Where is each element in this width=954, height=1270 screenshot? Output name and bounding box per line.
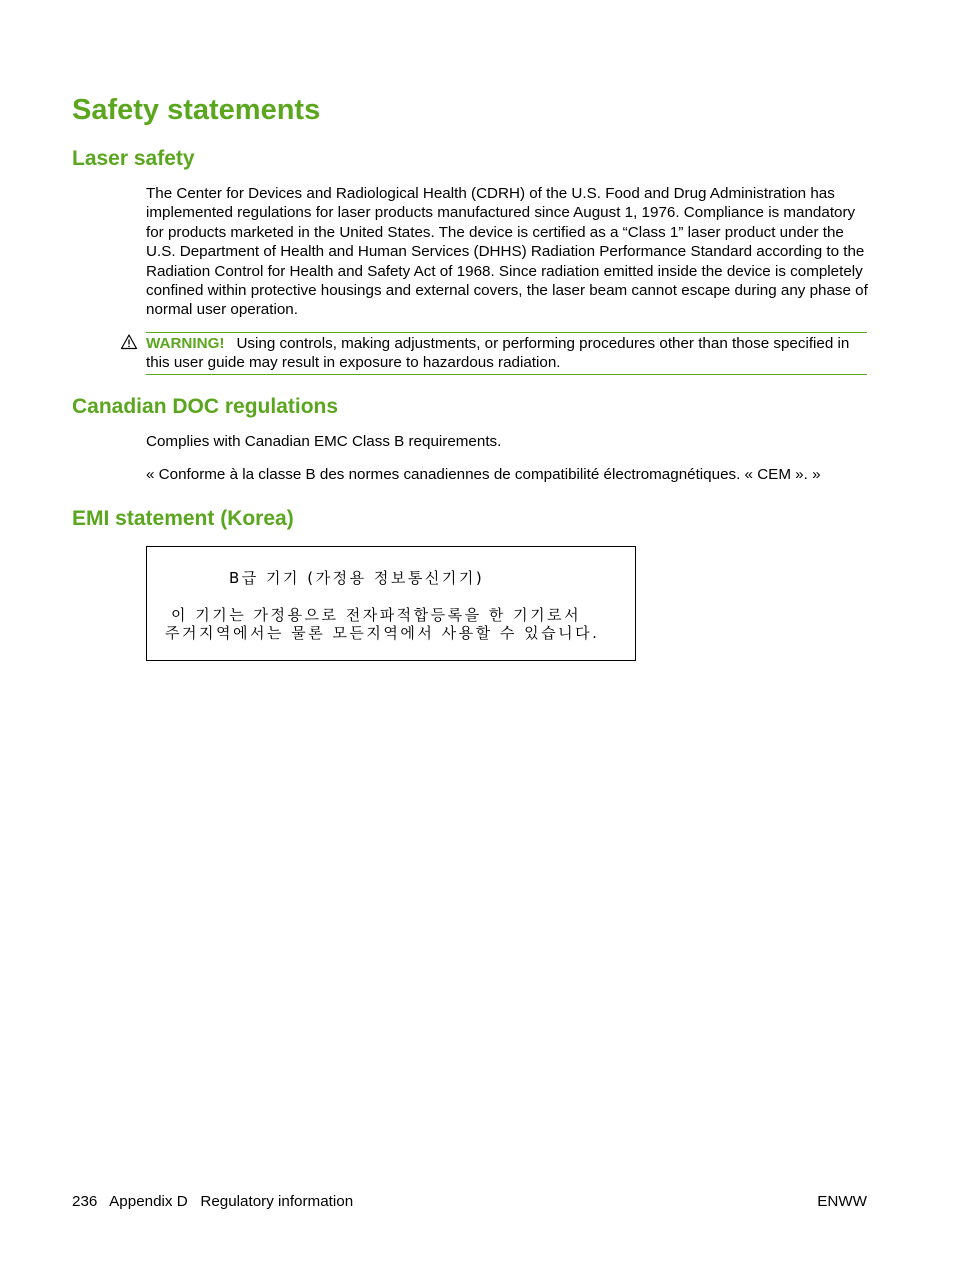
footer-page-number: 236	[72, 1193, 98, 1210]
korea-box-line-2: 주거지역에서는 물론 모든지역에서 사용할 수 있습니다.	[165, 624, 600, 642]
laser-safety-paragraph: The Center for Devices and Radiological Health (CDRH) of the U.S. Food and Drug Administration has implemented regulations for laser products manufactured since August 1, 1976. Compliance is mandatory for products marketed in the United States. The device is certified as a “Class 1” laser product under the U.S. Department of Health and Human Services (DHHS) Radiation Performance Standard according to the Radiation Control for Health and Safety Act of 1968. Since radiation emitted inside the device is completely confined within protective housings and external covers, the laser beam cannot escape during any phase of normal user operation.	[146, 185, 868, 319]
warning-text: Using controls, making adjustments, or performing procedures other than those specified in this user guide may result in exposure to hazardous radiation.	[146, 335, 850, 372]
emi-korea-heading: EMI statement (Korea)	[72, 507, 294, 530]
warning-note	[146, 332, 867, 375]
footer-right: ENWW	[817, 1193, 867, 1210]
korea-box-title: B급 기기 (가정용 정보통신기기)	[229, 569, 485, 587]
page-title: Safety statements	[72, 94, 321, 126]
footer-left	[72, 1193, 353, 1210]
canadian-doc-heading: Canadian DOC regulations	[72, 395, 339, 418]
korea-box-line-1: 이 기기는 가정용으로 전자파적합등록을 한 기기로서	[171, 606, 582, 624]
korea-emi-statement-box	[146, 546, 636, 661]
footer-section: Appendix D Regulatory information	[109, 1193, 354, 1210]
warning-triangle-icon	[120, 333, 138, 351]
warning-label: WARNING!	[146, 335, 225, 352]
laser-safety-heading: Laser safety	[72, 147, 195, 170]
canadian-line-french: « Conforme à la classe B des normes canadiennes de compatibilité électromagnétiques. « CEM ». »	[146, 466, 821, 483]
canadian-line-english: Complies with Canadian EMC Class B requirements.	[146, 433, 502, 450]
